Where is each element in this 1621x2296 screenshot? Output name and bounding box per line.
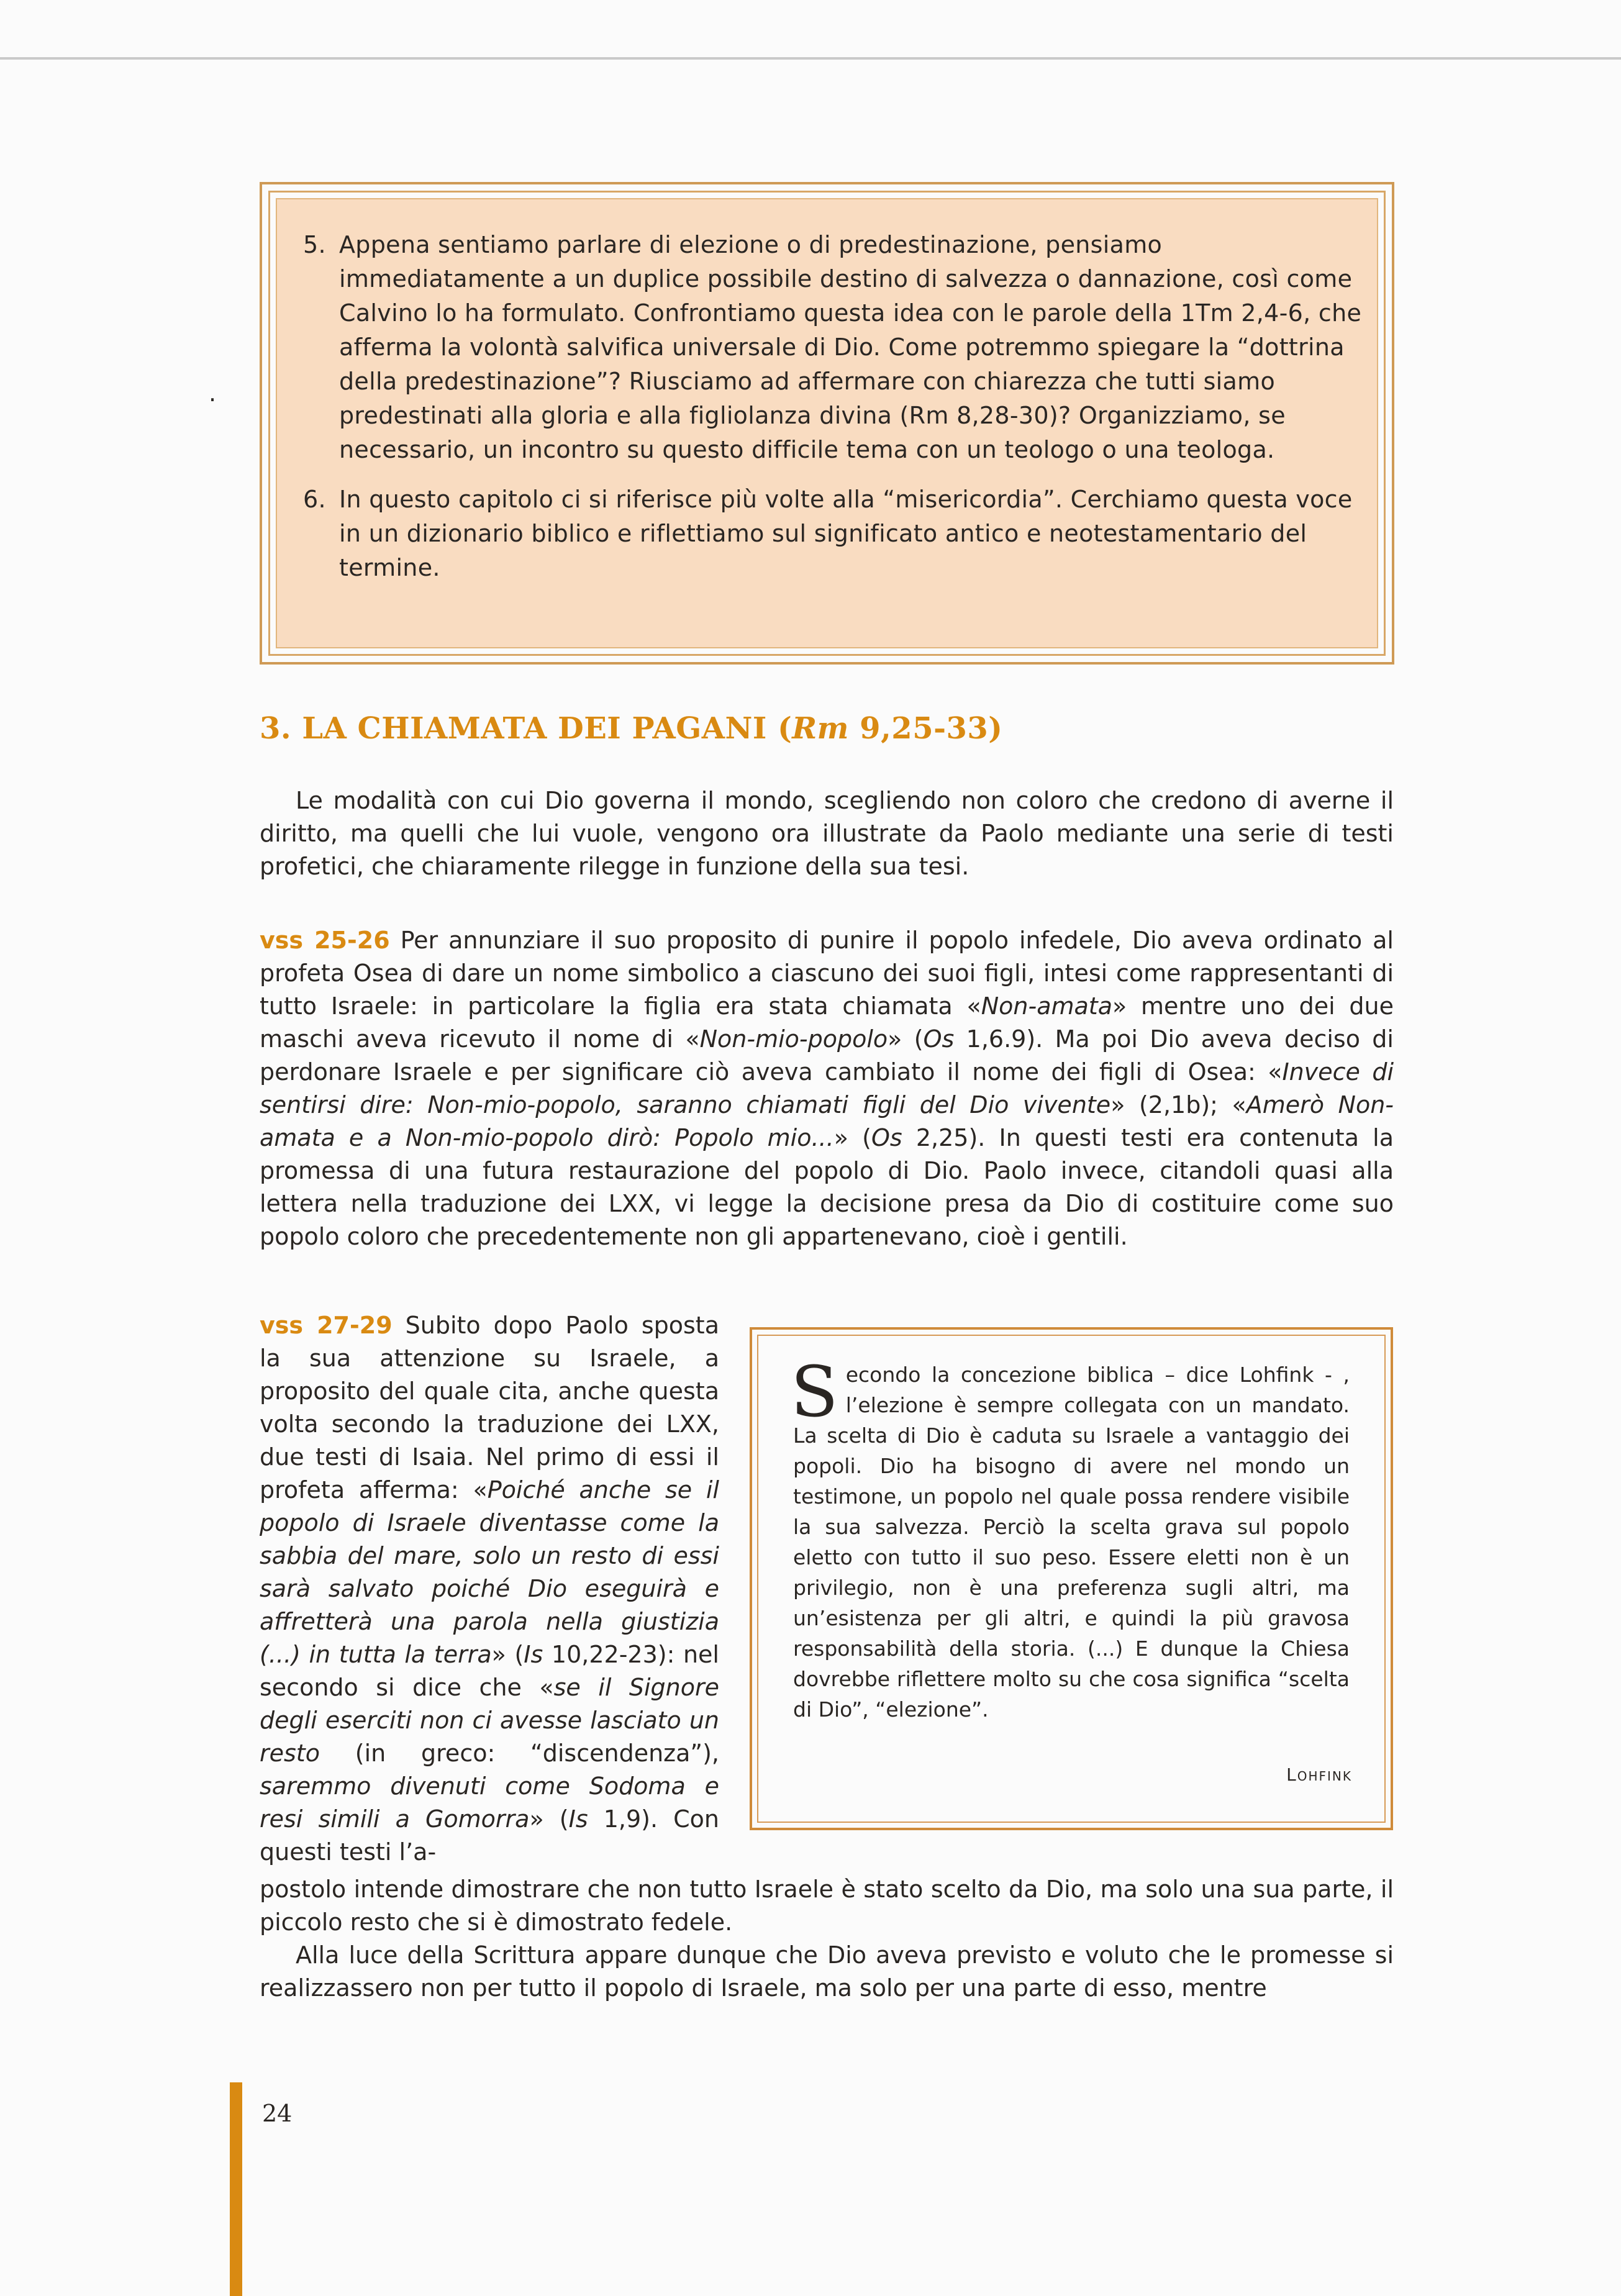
heading-ref: 9,25-33) [848, 711, 1003, 746]
quotation: Non-mio-popolo [699, 1025, 888, 1053]
quotation: saremmo divenuti come Sodoma e resi simili a Gomorra [260, 1772, 719, 1833]
verse-label: vss 25-26 [260, 927, 390, 954]
paragraph-text: » ( [491, 1641, 524, 1668]
book-ref: Os [871, 1124, 902, 1151]
quotation: Invece di sentirsi dire: Non-mio-popolo, saranno chiamati figli del Dio vivente [260, 1058, 1394, 1119]
heading-book-ref: Rm [792, 711, 849, 746]
exercise-item-6 [303, 483, 1370, 585]
paragraph-text: Subito dopo Paolo sposta la sua attenzione su Israele, a proposito del quale cita, anche questa volta secondo la traduzione dei LXX, due testi di Isaia. Nel primo di essi il profeta afferma: « [260, 1312, 719, 1504]
paragraph-vss-27-29 [260, 1309, 719, 1869]
verse-label: vss 27-29 [260, 1312, 393, 1339]
quotation: Non-amata [981, 992, 1112, 1020]
paragraph-text: Per annunziare il suo proposito di punire il popolo infedele, Dio aveva ordinato al profeta Osea di dare un nome simbolico a ciascuno dei suoi figli, intesi come rappresentanti di tutto Israele: in particolare la figlia era stata chiamata « [260, 927, 1394, 1020]
paragraph-text: 1,9). Con questi testi l’a- [260, 1805, 719, 1866]
paragraph-text: (in greco: “discendenza”), [319, 1740, 719, 1767]
closing-paragraph: Alla luce della Scrittura appare dunque che Dio aveva previsto e voluto che le promesse si realizzassero non per tutto il popolo di Israele, ma solo per una parte di esso, mentre [260, 1941, 1394, 2002]
exercise-number: 6. [303, 486, 326, 513]
stray-mark: · [209, 386, 217, 414]
exercise-text: In questo capitolo ci si riferisce più volte alla “misericordia”. Cerchiamo questa voce in un dizionario biblico e riflettiamo sul significato antico e neotestamentario del termine. [339, 486, 1353, 581]
quotation: Poiché anche se il popolo di Israele diventasse come la sabbia del mare, solo un resto di essi sarà salvato poiché Dio eseguirà e affretterà una parola nella giustizia (...) in tutta la terra [260, 1476, 719, 1668]
exercise-box-inner [209, 198, 1378, 648]
exercise-text: Appena sentiamo parlare di elezione o di predestinazione, pensiamo immediatamente a un duplice possibile destino di salvezza o dannazione, così come Calvino lo ha formulato. Confrontiamo questa idea con le parole della 1Tm 2,4-6, che afferma la volontà salvifica universale di Dio. Come potremmo spiegare la “dottrina della predestinazione”? Riusciamo ad affermare con chiarezza che tutti siamo predestinati alla gloria e alla figliolanza divina (Rm 8,28-30)? Organizziamo, se necessario, un incontro su questo difficile tema con un teologo o una teologa. [339, 231, 1362, 463]
paragraph-vss-25-26 [260, 924, 1394, 1253]
heading-text: 3. LA CHIAMATA DEI PAGANI ( [260, 711, 792, 746]
paragraph-text: 2,25). In questi testi era contenuta la promessa di una futura restaurazione del popolo di Dio. Paolo invece, citandoli quasi alla lettera nella traduzione dei LXX, vi legge la decisione presa da Dio di costituire come suo popolo coloro che precedentemente non gli appartenevano, cioè i gentili. [260, 1124, 1394, 1250]
paragraph-text: » mentre uno dei due maschi aveva ricevuto il nome di « [260, 992, 1394, 1053]
exercise-item-5 [209, 228, 1370, 467]
page-accent-bar [230, 2082, 242, 2296]
book-ref: Is [524, 1641, 543, 1668]
paragraph-text: » ( [833, 1124, 871, 1151]
book-ref: Is [568, 1805, 588, 1833]
paragraph-vss-27-29-continued: postolo intende dimostrare che non tutto Israele è stato scelto da Dio, ma solo una sua parte, il piccolo resto che si è dimostrato fedele. [260, 1876, 1394, 1936]
quote-body: econdo la concezione biblica – dice Lohfink - , l’elezione è sempre collegata con un mandato. La scelta di Dio è caduta su Israele a vantaggio dei popoli. Dio ha bisogno di avere nel mondo un testimone, un popolo nel quale possa rendere visibile la sua salvezza. Perciò la scelta grava sul popolo eletto con tutto il suo peso. Essere eletti non è un privilegio, non è una preferenza sugli altri, ma un’esistenza per gli altri, e quindi la più gravosa responsabilità della storia. (...) E dunque la Chiesa dovrebbe riflettere molto su che cosa significa “scelta di Dio”, “elezione”. [793, 1363, 1350, 1722]
quote-box [750, 1327, 1393, 1830]
paragraph-text: » ( [888, 1025, 924, 1053]
quote-author: Lohfink [1286, 1764, 1352, 1785]
page-top-rule [0, 57, 1621, 60]
exercise-list [209, 228, 1370, 585]
quotation: se il Signore degli eserciti non ci avesse lasciato un resto [260, 1674, 719, 1767]
paragraph-text: » (2,1b); « [1110, 1091, 1246, 1119]
exercise-box [209, 182, 1394, 665]
paragraph-text: 10,22-23): nel secondo si dice che « [260, 1641, 719, 1701]
quote-text [791, 1352, 1350, 1725]
exercise-number: 5. [303, 231, 326, 258]
paragraph-text: » ( [529, 1805, 569, 1833]
drop-cap: S [791, 1352, 838, 1433]
quotation: Amerò Non-amata e a Non-mio-popolo dirò: Popolo mio... [260, 1091, 1394, 1151]
paragraph-text: 1,6.9). Ma poi Dio aveva deciso di perdonare Israele e per significare ciò aveva cambiato il nome dei figli di Osea: « [260, 1025, 1394, 1086]
section-heading [260, 711, 1003, 746]
book-ref: Os [923, 1025, 955, 1053]
page-number: 24 [262, 2100, 293, 2127]
intro-paragraph: Le modalità con cui Dio governa il mondo, scegliendo non coloro che credono di averne il diritto, ma quelli che lui vuole, vengono ora illustrate da Paolo mediante una serie di testi profetici, che chiaramente rilegge in funzione della sua tesi. [260, 787, 1394, 880]
